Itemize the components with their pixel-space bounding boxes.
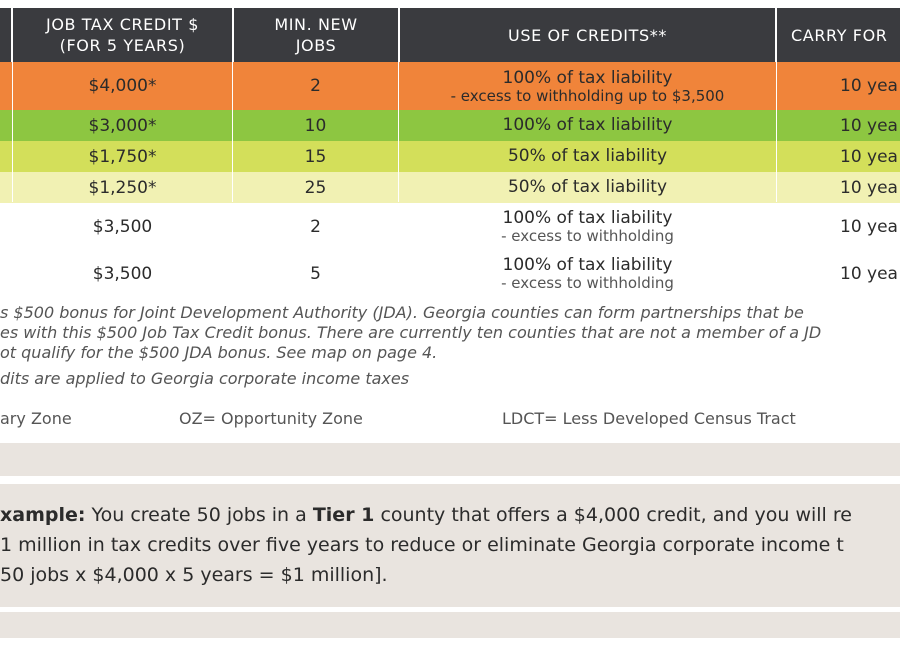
header-job-tax-credit: JOB TAX CREDIT $ (FOR 5 YEARS) [13, 8, 232, 62]
column-separator [398, 62, 399, 202]
row-tier-cell [0, 250, 12, 297]
footnote-line: dits are applied to Georgia corporate income taxes [0, 369, 410, 388]
row-carry-forward: 10 yea [840, 146, 898, 167]
table-row [0, 62, 900, 110]
row-tier-cell [0, 141, 12, 172]
row-credit: $3,500 [92, 216, 153, 237]
example-line-3: 50 jobs x $4,000 x 5 years = $1 million]. [0, 564, 388, 586]
row-carry-forward: 10 yea [840, 115, 898, 136]
example-text: county that offers a $4,000 credit, and you will re [374, 504, 852, 526]
row-tier-cell [0, 62, 12, 110]
row-carry-forward: 10 yea [840, 177, 898, 198]
table-row [0, 203, 900, 250]
row-credit: $4,000* [88, 76, 157, 96]
row-carry-forward: 10 yea [840, 76, 898, 96]
example-box [0, 500, 900, 590]
abbreviation-mz: ary Zone [0, 409, 72, 428]
divider-band [0, 443, 900, 476]
row-use-main: 50% of tax liability [507, 177, 668, 197]
row-tier-cell [0, 110, 12, 141]
footnote-line: s $500 bonus for Joint Development Authority (JDA). Georgia counties can form partnerships that be [0, 303, 804, 322]
footnote-line: es with this $500 Job Tax Credit bonus. There are currently ten counties that are not a member of a JD [0, 323, 822, 342]
row-tier-cell [0, 203, 12, 250]
row-use-main: 100% of tax liability [502, 115, 673, 135]
column-separator [12, 62, 13, 202]
table-row [0, 172, 900, 203]
abbreviation-ldct: LDCT= Less Developed Census Tract [502, 409, 796, 428]
column-separator [232, 62, 233, 202]
footnote-line: ot qualify for the $500 JDA bonus. See map on page 4. [0, 343, 438, 362]
footnotes [0, 303, 900, 389]
example-text: You create 50 jobs in a [85, 504, 313, 526]
column-separator [776, 62, 777, 202]
row-carry-forward: 10 yea [840, 263, 898, 284]
row-use-main: 100% of tax liability [502, 208, 673, 228]
row-use-main: 100% of tax liability [502, 255, 673, 275]
table-row [0, 110, 900, 141]
row-min-jobs: 5 [310, 263, 321, 284]
divider-band [0, 612, 900, 638]
row-use-of-credits [399, 250, 776, 297]
row-min-jobs: 10 [304, 115, 327, 136]
row-use-main: 100% of tax liability [502, 67, 673, 88]
row-min-jobs: 2 [310, 216, 321, 237]
abbreviation-oz: OZ= Opportunity Zone [179, 409, 363, 428]
row-credit: $3,500 [92, 263, 153, 284]
row-credit: $1,750* [88, 146, 157, 167]
table-row [0, 141, 900, 172]
header-use-of-credits: USE OF CREDITS** [400, 8, 775, 62]
row-use-sub: - excess to withholding [501, 274, 674, 292]
row-use-sub: - excess to withholding [501, 227, 674, 245]
row-carry-forward: 10 yea [840, 216, 898, 237]
example-line-1 [0, 500, 900, 530]
row-use-main: 50% of tax liability [507, 146, 668, 166]
row-use-of-credits [399, 203, 776, 250]
row-use-of-credits [399, 62, 776, 110]
row-min-jobs: 2 [310, 76, 321, 96]
table-row [0, 250, 900, 297]
row-use-sub: - excess to withholding up to $3,500 [450, 86, 725, 105]
header-cell-tier [0, 8, 11, 62]
row-credit: $1,250* [88, 177, 157, 198]
row-use-of-credits [399, 110, 776, 141]
row-use-of-credits [399, 172, 776, 203]
row-min-jobs: 15 [304, 146, 327, 167]
example-line-2: 1 million in tax credits over five years to reduce or eliminate Georgia corporate income t [0, 534, 844, 556]
header-carry-forward: CARRY FOR [777, 8, 900, 62]
example-tier: Tier 1 [312, 504, 375, 526]
row-credit: $3,000* [88, 115, 157, 136]
row-min-jobs: 25 [304, 177, 327, 198]
example-label: xample: [0, 504, 86, 526]
row-use-of-credits [399, 141, 776, 172]
row-tier-cell [0, 172, 12, 203]
header-min-new-jobs: MIN. NEW JOBS [234, 8, 398, 62]
